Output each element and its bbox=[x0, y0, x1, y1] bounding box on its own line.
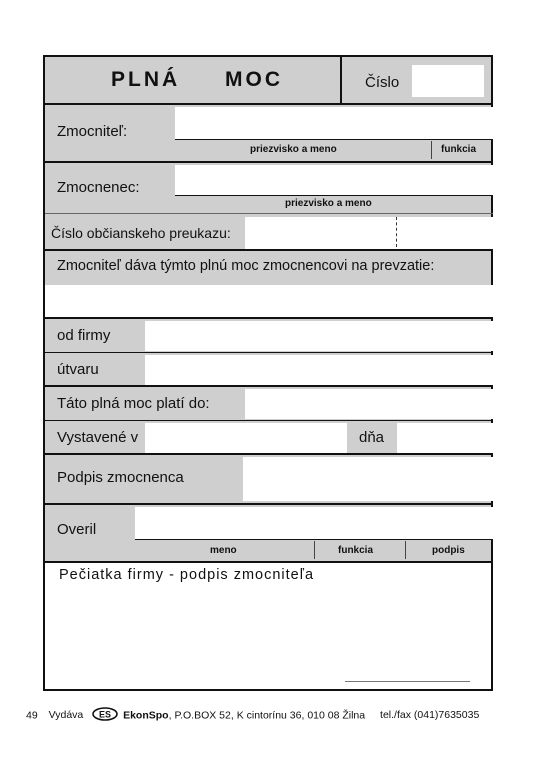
attorney-section bbox=[45, 163, 491, 251]
signature-field[interactable] bbox=[243, 457, 493, 501]
form-title-word2: MOC bbox=[225, 68, 283, 91]
valid-until-label: Táto plná moc platí do: bbox=[57, 395, 210, 412]
mandator-caption-name: priezvisko a meno bbox=[250, 144, 337, 155]
verified-label: Overil bbox=[57, 521, 97, 538]
stamp-area[interactable] bbox=[45, 563, 491, 689]
attorney-label: Zmocnenec: bbox=[57, 179, 140, 196]
verified-section bbox=[45, 505, 491, 563]
header-divider bbox=[340, 57, 342, 103]
company-from-label: od firmy bbox=[57, 327, 111, 344]
verified-field[interactable] bbox=[135, 507, 493, 539]
company-section bbox=[45, 319, 491, 387]
company-department-label: útvaru bbox=[57, 361, 99, 378]
page-footer bbox=[26, 707, 504, 724]
attorney-id-field[interactable] bbox=[245, 217, 493, 249]
number-field[interactable] bbox=[412, 65, 484, 97]
page-number: 49 bbox=[26, 709, 38, 722]
issued-in-label: Vystavené v bbox=[57, 429, 139, 446]
stamp-label: Pečiatka firmy - podpis zmocniteľa bbox=[59, 567, 315, 583]
verified-caption-divider-2 bbox=[405, 541, 406, 559]
mandator-underline bbox=[175, 139, 493, 140]
verified-caption-function: funkcia bbox=[338, 545, 374, 556]
ekonspo-logo-icon bbox=[92, 707, 118, 724]
mandator-caption-function: funkcia bbox=[441, 144, 477, 155]
attorney-name-field[interactable] bbox=[175, 165, 493, 195]
company-from-field[interactable] bbox=[145, 321, 493, 351]
publisher-phone: tel./fax (041)7635035 bbox=[380, 709, 480, 722]
mandator-section bbox=[45, 105, 491, 163]
authorization-field[interactable] bbox=[45, 285, 493, 317]
verified-caption-divider-1 bbox=[314, 541, 315, 559]
signature-section bbox=[45, 455, 491, 505]
attorney-id-label: Číslo občianskeho preukazu: bbox=[51, 225, 231, 241]
svg-text:ES: ES bbox=[99, 709, 112, 720]
attorney-underline bbox=[175, 195, 493, 196]
power-of-attorney-form bbox=[43, 55, 493, 691]
form-header bbox=[45, 57, 491, 105]
mandator-caption-divider bbox=[431, 141, 432, 159]
valid-until-field[interactable] bbox=[245, 389, 493, 419]
form-title-word1: PLNÁ bbox=[111, 68, 181, 91]
stamp-signature-line bbox=[345, 681, 470, 682]
authorization-section bbox=[45, 251, 491, 319]
publisher-prefix: Vydáva bbox=[48, 709, 84, 722]
attorney-id-separator bbox=[45, 213, 493, 214]
publisher-name: EkonSpo bbox=[123, 709, 169, 722]
validity-separator bbox=[45, 420, 493, 421]
signature-label: Podpis zmocnenca bbox=[57, 469, 184, 486]
number-label: Číslo bbox=[365, 74, 400, 91]
company-department-field[interactable] bbox=[145, 355, 493, 385]
date-field[interactable] bbox=[397, 423, 493, 453]
date-label: dňa bbox=[359, 429, 385, 446]
authorization-text: Zmocniteľ dáva týmto plnú moc zmocnencovi na prevzatie: bbox=[57, 258, 435, 274]
attorney-caption-name: priezvisko a meno bbox=[285, 198, 372, 209]
verified-caption-name: meno bbox=[210, 545, 237, 556]
mandator-label: Zmocniteľ: bbox=[57, 123, 128, 140]
publisher-address: , P.O.BOX 52, K cintorínu 36, 010 08 Žilna bbox=[168, 709, 366, 722]
verified-caption-signature: podpis bbox=[432, 545, 465, 556]
verified-underline bbox=[135, 539, 493, 540]
company-separator bbox=[45, 352, 493, 353]
issued-in-field[interactable] bbox=[145, 423, 347, 453]
attorney-id-dashed-divider bbox=[396, 217, 398, 247]
validity-section bbox=[45, 387, 491, 455]
mandator-name-field[interactable] bbox=[175, 107, 493, 139]
